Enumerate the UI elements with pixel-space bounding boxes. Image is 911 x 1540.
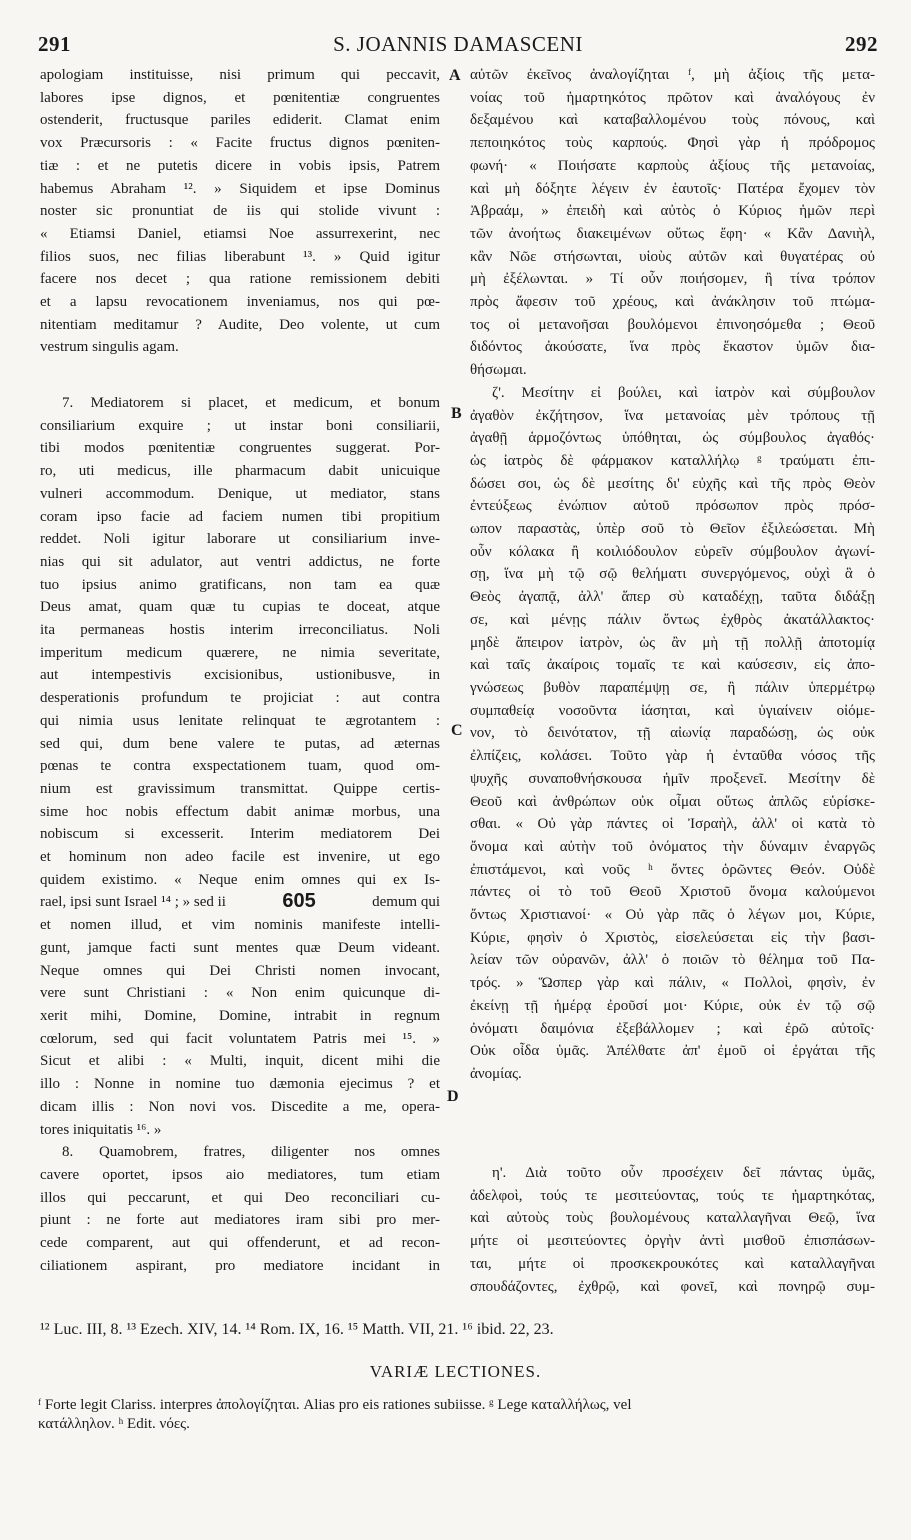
greek-line: πάντες οἱ τὸ τοῦ Θεοῦ Χριστοῦ ὄνομα καλούμενοι: [470, 884, 875, 901]
greek-line: καὶ μὴ δόξητε λέγειν ἐν ἑαυτοῖς· Πατέρα ἔχομεν τὸν: [470, 180, 875, 197]
greek-line: ται, μήτε οἱ προσκεκρουκότες καὶ καταλλαγῆναι: [470, 1255, 875, 1272]
greek-line: σῃ, ἵνα μὴ τῷ σῷ θελήματι συνεργόμενος, οὐχὶ ἃ ὁ: [470, 566, 875, 583]
variae-line: ᶠ Forte legit Clariss. interpres ἀπολογίζηται. Alias pro eis rationes subiisse. ᵍ Lege καταλλήλως, vel: [38, 1397, 632, 1413]
greek-line: Κύριε, φησὶν ὁ Χριστὸς, εἰσελεύσεται εἰς τὴν βασι-: [470, 929, 875, 946]
greek-line: φωνή· « Ποιήσατε καρποὺς ἀξίους τῆς μετανοίας,: [470, 157, 875, 174]
greek-line: ὀνόματι δαιμόνια ἐξεβάλλομεν ; καὶ ἐρῶ αὐτοῖς·: [470, 1020, 875, 1037]
greek-line: ἐκείνῃ τῇ ἡμέρᾳ ἐροῦσί μοι· Κύριε, οὐκ ἐν τῷ σῷ: [470, 997, 875, 1014]
latin-line: et hominum non adeo facile est invenire, ut ego: [40, 849, 440, 866]
latin-line: Sicut et alibi : « Multi, inquit, dicent mihi die: [40, 1053, 440, 1070]
greek-line: ωπον παραστὰς, ὑπὲρ σοῦ τὸ Θεῖον ἐξιλεώσεται. Μὴ: [470, 521, 875, 538]
latin-section-7-start: 7. Mediatorem si placet, et medicum, et bonum: [62, 395, 440, 411]
running-title: S. JOANNIS DAMASCENI: [333, 32, 583, 56]
greek-line: τῶν ἀνοήτως διακειμένων οὕτως ἔφη· « Κἂν Δανιὴλ,: [470, 225, 875, 242]
latin-line: « Etiamsi Daniel, etiamsi Noe assurrexerint, nec: [40, 225, 440, 242]
latin-line: tibi modos pœnitentiæ congruentes suggerat. Por-: [40, 440, 440, 457]
greek-section-7-start: ζ'. Μεσίτην εἰ βούλει, καὶ ἰατρὸν καὶ σύμβουλον: [492, 384, 875, 401]
latin-line: tiæ : et ne putetis dicere in vobis ipsis, Patrem: [40, 157, 440, 174]
greek-line: ὄντως Χριστιανοί· « Οὐ γὰρ πᾶς ὁ λέγων μοι, Κύριε,: [470, 907, 875, 924]
greek-line: ψυχῆς συναποθνήσκουσα ἡμῖν προξενεῖ. Μεσίτην δὲ: [470, 770, 875, 787]
latin-column-top: [40, 64, 440, 359]
greek-line: πρὸς ἄφεσιν τοῦ χρέους, καὶ ἀνάκλησιν τοῦ πτώμα-: [470, 294, 875, 311]
greek-line: Ἀβραάμ, » ἐπειδὴ καὶ αὐτὸς ὁ Κύριος ἡμῶν περὶ: [470, 203, 875, 220]
latin-line: illo : Nonne in nomine tuo dæmonia ejecimus ? et: [40, 1076, 440, 1093]
latin-line: filios suos, nec filias liberabunt ¹³. » Quid igitur: [40, 248, 440, 265]
margin-mark-d: D: [447, 1088, 459, 1105]
variae-line: κατάλληλον. ʰ Edit. νόες.: [38, 1416, 190, 1432]
greek-line: κἂν Νῶε στήσωνται, υἱοὺς αὐτῶν καὶ θυγατέρας οὐ: [470, 248, 875, 265]
greek-line: ἀγαθῇ ἁρμοζόντως ὑπόθηται, ὡς σύμβουλος ἀγαθός·: [470, 430, 875, 447]
latin-line: facere nos decet ; qua ratione remissionem debiti: [40, 271, 440, 288]
greek-line: αὐτῶν ἐκεῖνος ἀναλογίζηται ᶠ, μὴ ἀξίοις τῆς μετα-: [470, 67, 875, 83]
footnotes: ¹² Luc. III, 8. ¹³ Ezech. XIV, 14. ¹⁴ Rom. IX, 16. ¹⁵ Matth. VII, 21. ¹⁶ ibid. 22, 23.: [40, 1321, 554, 1338]
latin-line: ostenderit, fructusque pariles ediderit. Clamat enim: [40, 112, 440, 129]
latin-column-section-7: [40, 392, 440, 1277]
latin-line: reddet. Noli igitur laborare ut consiliarium inve-: [40, 531, 440, 548]
latin-line: pœnas te contra exspectationem tuam, quod om-: [40, 758, 440, 775]
latin-line: ita permaneas hostis interim irreconciliatus. Noli: [40, 622, 440, 639]
latin-line: cœlorum, sed qui facit voluntatem Patris mei ¹⁵. »: [40, 1030, 440, 1047]
greek-line: ἐντεύξεως ἐνώπιον αὐτοῦ πρόσωπον πρὸς πρόσ-: [470, 498, 875, 515]
latin-line: habemus Abraham ¹². » Siquidem et ipse Dominus: [40, 180, 440, 197]
latin-line: imperitum medicum quærere, ne nimia severitate,: [40, 644, 440, 661]
greek-line: ὄνομα καὶ αὐτὴν τοῦ ὀνόματος τὴν δύναμιν ἐναργῶς: [470, 838, 875, 855]
latin-section-8-start: 8. Quamobrem, fratres, diligenter nos omnes: [62, 1144, 440, 1161]
latin-line: nium est gravissimum transmittat. Quippe certis-: [40, 780, 440, 797]
latin-line: ciliationem aspirant, pro mediatore incidant in: [40, 1257, 440, 1274]
greek-line: ἐλπίζεις, κολάσει. Τοῦτο γὰρ ἡ ἐνταῦθα νόσος τῆς: [470, 748, 875, 765]
latin-line: xerit mihi, Domine, Domine, intrabit in regnum: [40, 1007, 440, 1024]
greek-line: σθαι. « Οὐ γὰρ πάντες οἱ Ἰσραὴλ, ἀλλ' οἱ κατὰ τὸ: [470, 816, 875, 833]
latin-line: sime hoc nobis effectum dabit animæ morbus, una: [40, 803, 440, 820]
greek-line: διδόντος ἀκούσατε, ἵνα πρὸς ἕκαστον ὑμῶν δια-: [470, 339, 875, 356]
greek-line: Οὐκ οἶδα ὑμᾶς. Ἀπέλθατε ἀπ' ἐμοῦ οἱ ἐργάται τῆς: [470, 1043, 875, 1060]
latin-line: et a lapsu revocationem inveniamus, nos qui pœ-: [40, 294, 440, 311]
greek-line: τρός. » Ὥσπερ γὰρ καὶ πάλιν, « Πολλοὶ, φησὶν, ἐν: [470, 975, 875, 992]
latin-line: vestrum singulis agam.: [40, 339, 179, 356]
latin-line: illos qui peccarunt, et qui Deo reconciliari cu-: [40, 1189, 440, 1206]
latin-line: ro, uti medicus, ille pharmacum dabit unicuique: [40, 463, 440, 480]
latin-line: qui nimia usus lenitate relinquat te ægrotantem :: [40, 712, 440, 729]
greek-line: μήτε οἱ μεσιτεύοντες ὀργὴν ἀντὶ μισθοῦ ἐπισπάσων-: [470, 1233, 875, 1250]
latin-line: nitentiam meditamur ? Audite, Deo volente, ut cum: [40, 316, 440, 333]
greek-line: πεποιηκότος τοὺς καρπούς. Φησὶ γὰρ ἡ πρόδρομος: [470, 135, 875, 152]
latin-line: nobiscum si excesserit. Interim mediatorem Dei: [40, 826, 440, 843]
latin-line: Neque omnes qui Dei Christi nomen invocant,: [40, 962, 440, 979]
greek-line: τος οἱ μετανοῆσαι βουλόμενοι ἐπινοησόμεθα ; Θεοῦ: [470, 316, 875, 333]
latin-line: labores ipse dignos, et pœnitentiæ congruentes: [40, 89, 440, 106]
latin-line: et nomen illud, et vim nominis manifeste intelli-: [40, 917, 440, 934]
variae-lectiones-title: VARIÆ LECTIONES.: [369, 1362, 542, 1381]
latin-line: consiliarium exquire ; ut instar boni consiliarii,: [40, 417, 440, 434]
greek-line: σπουδάζοντες, ἐχθρῷ, καὶ φονεῖ, καὶ πονηρῷ συμ-: [470, 1278, 875, 1295]
greek-line: λείαν τῶν οὐρανῶν, ἀλλ' ὁ ποιῶν τὸ θέλημα τοῦ Πα-: [470, 952, 875, 969]
latin-line-with-column-number: [40, 891, 440, 914]
latin-line: tores iniquitatis ¹⁶. »: [40, 1121, 162, 1138]
latin-line: vulneri accommodum. Denique, ut mediator, stans: [40, 485, 440, 502]
latin-line: aut intempestivis excisionibus, ustionibusve, in: [40, 667, 440, 684]
latin-line: quidem existimo. « Neque enim omnes qui ex Is-: [40, 871, 440, 888]
latin-line-part: rael, ipsi sunt Israel ¹⁴ ; » sed ii: [40, 894, 226, 911]
latin-line-part: demum qui: [372, 894, 440, 911]
greek-line: σε, καὶ μένῃς πάλιν ὄντως ἐχθρὸς ἀκατάλλακτος·: [470, 611, 875, 628]
page-header: [38, 32, 878, 68]
greek-line: νον, τὸ δεινότατον, τῇ αἰωνίᾳ παραδώσῃ, ὡς οὐκ: [470, 725, 875, 742]
greek-line: δώσει σοι, ὡς δὲ μεσίτης δι' εὐχῆς καὶ τῆς πρὸς Θεὸν: [470, 475, 875, 492]
latin-line: nias qui sit adulator, aut ventri addictus, ne forte: [40, 553, 440, 570]
greek-line: Θεὸς ἀγαπᾷ, ἀλλ' ἅπερ σὺ καταδέχῃ, ταῦτα διδάξῃ: [470, 589, 875, 606]
greek-column-section-8: [470, 1162, 875, 1298]
latin-line: tuo ipsius animo gratificans, non tam ea quæ: [40, 576, 440, 593]
greek-line: ἐπιστάμενοι, καὶ νοῦς ʰ ὄντες ὁρῶντες Θεόν. Οὐδὲ: [470, 861, 875, 878]
greek-line: θήσωμαι.: [470, 362, 527, 379]
latin-line: cavere oportet, ipsos aio mediatores, tum etiam: [40, 1166, 440, 1183]
greek-line: οὖν κόλακα ἢ κοιλιόδουλον εὑρεῖν σύμβουλον ἀγωνί-: [470, 543, 875, 560]
latin-line: piunt : ne forte aut mediatores iram sibi pro mer-: [40, 1212, 440, 1229]
latin-line: Deus amat, quam quæ tu cupias te doceat, atque: [40, 599, 440, 616]
latin-line: coram ipso facie ad faciem numen tibi propitium: [40, 508, 440, 525]
latin-line: gunt, jamque facti sunt mentes quæ Deum videant.: [40, 939, 440, 956]
greek-line: ἀδελφοὶ, τούς τε μεσιτεύοντας, τούς τε ἡμαρτηκότας,: [470, 1187, 875, 1204]
column-number: 605: [282, 891, 316, 913]
page-number-left: 291: [38, 32, 71, 56]
latin-line: apologiam instituisse, nisi primum qui peccavit,: [40, 67, 440, 83]
greek-line: γνώσεως βυθὸν παραπέμψῃ σε, ἢ πάλιν ὑπερμέτρῳ: [470, 679, 875, 696]
variae-lectiones: [38, 1396, 878, 1434]
margin-mark-a: A: [449, 67, 461, 84]
greek-line: καὶ ταῖς ἀκαίροις τομαῖς τε καὶ καύσεσιν, εἰς ἀπο-: [470, 657, 875, 674]
greek-line: καὶ αὐτοὺς τοὺς βουλομένους καταλλαγῆναι Θεῷ, ἵνα: [470, 1210, 875, 1227]
latin-line: cede comparent, aut qui offenderunt, et ad recon-: [40, 1235, 440, 1252]
latin-line: noster sic pronuntiat de iis qui stolide vivunt :: [40, 203, 440, 220]
margin-mark-c: C: [451, 722, 463, 739]
latin-line: vere sunt Christiani : « Non enim quicunque di-: [40, 985, 440, 1002]
greek-column-top: [470, 64, 875, 1086]
page-number-right: 292: [845, 32, 878, 56]
greek-line: ἀγαθὸν ἐκζήτησον, ἵνα μετανοίας μὲν τρόπους τῇ: [470, 407, 875, 424]
greek-line: συμπαθείᾳ νοσοῦντα ἰάσηται, καὶ ὑγιαίνειν οἰόμε-: [470, 702, 875, 719]
greek-line: Θεοῦ καὶ ἀνθρώπων οὐκ οἶμαι οὕτως ἁπλῶς εὑρίσκε-: [470, 793, 875, 810]
greek-section-8-start: η'. Διὰ τοῦτο οὖν προσέχειν δεῖ πάντας ὑμᾶς,: [492, 1165, 875, 1181]
greek-line: μὴ ἐξέλωνται. » Τί οὖν ποιήσομεν, ἢ τίνα τρόπον: [470, 271, 875, 288]
margin-mark-b: B: [451, 405, 462, 422]
latin-line: desperationis profundum te projiciat : aut contra: [40, 690, 440, 707]
greek-line: νοίας τοῦ ἡμαρτηκότος πρῶτον καὶ ἀναλόγους ἐν: [470, 89, 875, 106]
greek-line: δεξαμένου καὶ καταβαλλομένου τοὺς πόνους, καὶ: [470, 112, 875, 129]
latin-line: sed qui, dum bene valere te putas, ad æternas: [40, 735, 440, 752]
greek-line: ἀνομίας.: [470, 1065, 522, 1082]
latin-line: vox Præcursoris : « Facite fructus dignos pœniten-: [40, 135, 440, 152]
greek-line: ὡς ἰατρὸς δὲ φάρμακον καταλλήλῳ ᵍ τραύματι ἐπι-: [470, 452, 875, 469]
latin-line: dicam illis : Non novi vos. Discedite a me, opera-: [40, 1098, 440, 1115]
greek-line: μηδὲ ἄπειρον ἰατρὸν, ὡς ἂν μὴ τῇ πολλῇ ἀποτομίᾳ: [470, 634, 875, 651]
